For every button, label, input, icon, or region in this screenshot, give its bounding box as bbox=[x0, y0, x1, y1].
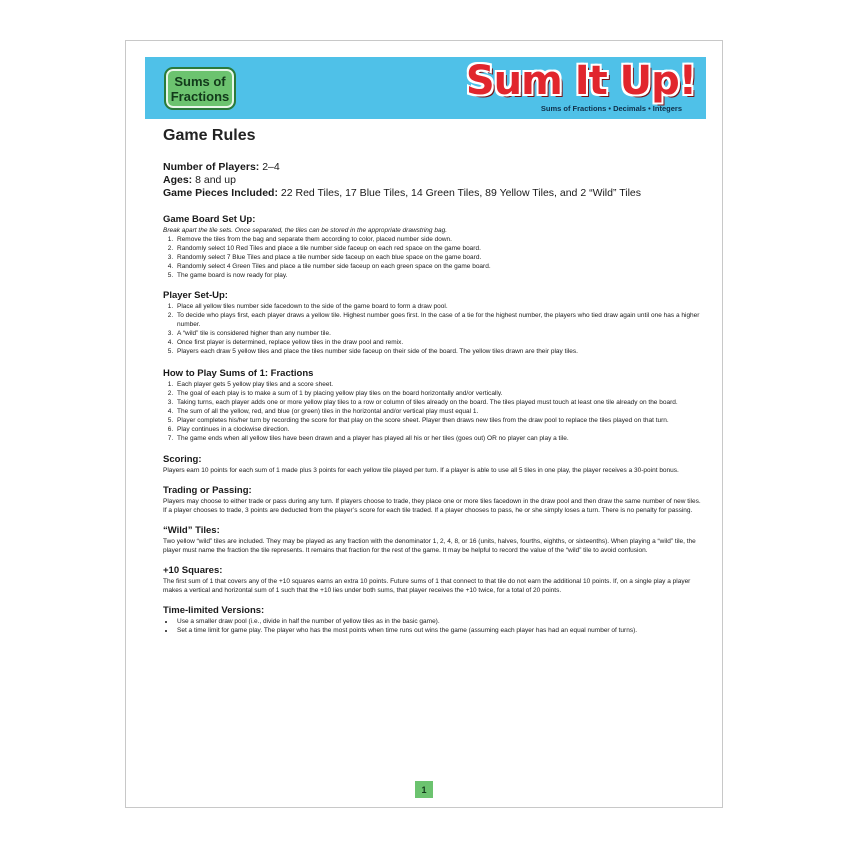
time-limited-section bbox=[163, 605, 703, 635]
board-setup-intro: Break apart the tile sets. Once separated, the tiles can be stored in the appropriate drawstring bag. bbox=[163, 227, 447, 234]
pieces-line bbox=[163, 187, 703, 200]
player-setup-list bbox=[163, 302, 703, 356]
plus10-text: The first sum of 1 that covers any of the +10 squares earns an extra 10 points. Future sums of 1 that connect to that tile do not earn the additional 10 points. If, on a single play a player makes a vertical and horizontal sum of 1 such that the +10 lies under both sums, that player receives the +10 twice, for a total of 20 points. bbox=[163, 578, 691, 594]
list-item: 4. Once first player is determined, replace yellow tiles in the draw pool and remix. bbox=[175, 338, 703, 347]
list-item: 1. Each player gets 5 yellow play tiles and a score sheet. bbox=[175, 380, 703, 389]
board-setup-section bbox=[163, 214, 703, 280]
players-value: 2–4 bbox=[262, 161, 280, 173]
list-item: 4. Randomly select 4 Green Tiles and place a tile number side faceup on each green space on the game board. bbox=[175, 262, 703, 271]
players-label: Number of Players: bbox=[163, 161, 260, 173]
wild-tiles-text: Two yellow “wild” tiles are included. They may be played as any fraction with the denominator 1, 2, 4, 8, or 16 (units, halves, fourths, eighths, or sixteenths). When playing a “wild” tile, the player must name the fraction the tile represents. It remains that fraction for the rest of the game. It may be helpful to record the value of the “wild” tile to avoid confusion. bbox=[163, 538, 696, 554]
players-line bbox=[163, 161, 703, 174]
logo-text: Sum It Up! bbox=[465, 58, 696, 104]
plus10-title: +10 Squares: bbox=[163, 565, 223, 576]
pieces-value: 22 Red Tiles, 17 Blue Tiles, 14 Green Tiles, 89 Yellow Tiles, and 2 “Wild” Tiles bbox=[280, 187, 641, 199]
list-item: 2. Randomly select 10 Red Tiles and place a tile number side faceup on each red space on the game board. bbox=[175, 244, 703, 253]
sum-it-up-logo bbox=[451, 59, 696, 117]
list-item: 1. Place all yellow tiles number side facedown to the side of the game board to form a draw pool. bbox=[175, 302, 703, 311]
list-item: 1. Remove the tiles from the bag and separate them according to color, placed number side down. bbox=[175, 235, 703, 244]
board-setup-list bbox=[163, 235, 703, 280]
trading-section bbox=[163, 485, 703, 515]
sums-of-fractions-badge bbox=[164, 67, 236, 110]
time-limited-title: Time-limited Versions: bbox=[163, 605, 265, 616]
page-number: 1 bbox=[415, 781, 433, 798]
list-item: 2. To decide who plays first, each player draws a yellow tile. Highest number goes first. In the case of a tie for the highest number, the players who tied draw again until one has a higher number. bbox=[175, 311, 703, 329]
pieces-label: Game Pieces Included: bbox=[163, 187, 278, 199]
board-setup-title: Game Board Set Up: bbox=[163, 214, 256, 225]
scoring-section bbox=[163, 454, 703, 475]
ages-label: Ages: bbox=[163, 174, 193, 186]
list-item: 7. The game ends when all yellow tiles have been drawn and a player has played all his or her tiles (goes out) OR no player can play a tile. bbox=[175, 434, 703, 443]
list-item: 5. Players each draw 5 yellow tiles and place the tiles number side faceup on their side of the board. The yellow tiles drawn are their play tiles. bbox=[175, 347, 703, 356]
time-limited-list bbox=[163, 617, 703, 635]
ages-line bbox=[163, 174, 703, 187]
list-item: 6. Play continues in a clockwise direction. bbox=[175, 425, 703, 434]
list-item: • Use a smaller draw pool (i.e., divide in half the number of yellow tiles as in the basic game). bbox=[175, 617, 703, 626]
list-item: 3. Taking turns, each player adds one or more yellow play tiles to a row or column of tiles already on the board. The tiles played must touch at least one tile already on the board. bbox=[175, 398, 703, 407]
logo-subtitle: Sums of Fractions • Decimals • Integers bbox=[540, 104, 682, 113]
header-banner bbox=[145, 57, 706, 119]
list-item: 4. The sum of all the yellow, red, and blue (or green) tiles in the horizontal and/or vertical play must equal 1. bbox=[175, 407, 703, 416]
how-to-play-title: How to Play Sums of 1: Fractions bbox=[163, 368, 314, 379]
ages-value: 8 and up bbox=[195, 174, 236, 186]
game-meta bbox=[163, 161, 703, 200]
list-item: 2. The goal of each play is to make a sum of 1 by placing yellow play tiles on the board horizontally and/or vertically. bbox=[175, 389, 703, 398]
rules-page bbox=[125, 40, 723, 808]
trading-title: Trading or Passing: bbox=[163, 485, 252, 496]
wild-tiles-section bbox=[163, 525, 703, 555]
page-title: Game Rules bbox=[163, 127, 256, 144]
scoring-text: Players earn 10 points for each sum of 1 made plus 3 points for each yellow tile played per turn. If a player is able to use all 5 tiles in one play, the player receives a 30-point bonus. bbox=[163, 467, 679, 474]
badge-line-1: Sums of bbox=[174, 73, 226, 89]
how-to-play-section bbox=[163, 368, 703, 443]
list-item: • Set a time limit for game play. The player who has the most points when time runs out wins the game (assuming each player has had an equal number of turns). bbox=[175, 626, 703, 635]
rules-content bbox=[163, 127, 703, 635]
scoring-title: Scoring: bbox=[163, 454, 202, 465]
list-item: 5. The game board is now ready for play. bbox=[175, 271, 703, 280]
plus10-section bbox=[163, 565, 703, 595]
badge-line-2: Fractions bbox=[170, 88, 230, 104]
player-setup-title: Player Set-Up: bbox=[163, 290, 228, 301]
list-item: 3. A “wild” tile is considered higher than any number tile. bbox=[175, 329, 703, 338]
trading-text: Players may choose to either trade or pass during any turn. If players choose to trade, they place one or more tiles facedown in the draw pool and then draw the same number of new tiles. If a player chooses to trade, 3 points are deducted from the player’s score for each tile traded. If a player chooses to pass, he or she simply loses a turn. There is no penalty for passing. bbox=[163, 498, 701, 514]
player-setup-section bbox=[163, 290, 703, 356]
list-item: 5. Player completes his/her turn by recording the score for that play on the score sheet. Player then draws new tiles from the draw pool to replace the tiles played on that turn. bbox=[175, 416, 703, 425]
how-to-play-list bbox=[163, 380, 703, 443]
list-item: 3. Randomly select 7 Blue Tiles and place a tile number side faceup on each blue space on the game board. bbox=[175, 253, 703, 262]
wild-tiles-title: “Wild” Tiles: bbox=[163, 525, 220, 536]
